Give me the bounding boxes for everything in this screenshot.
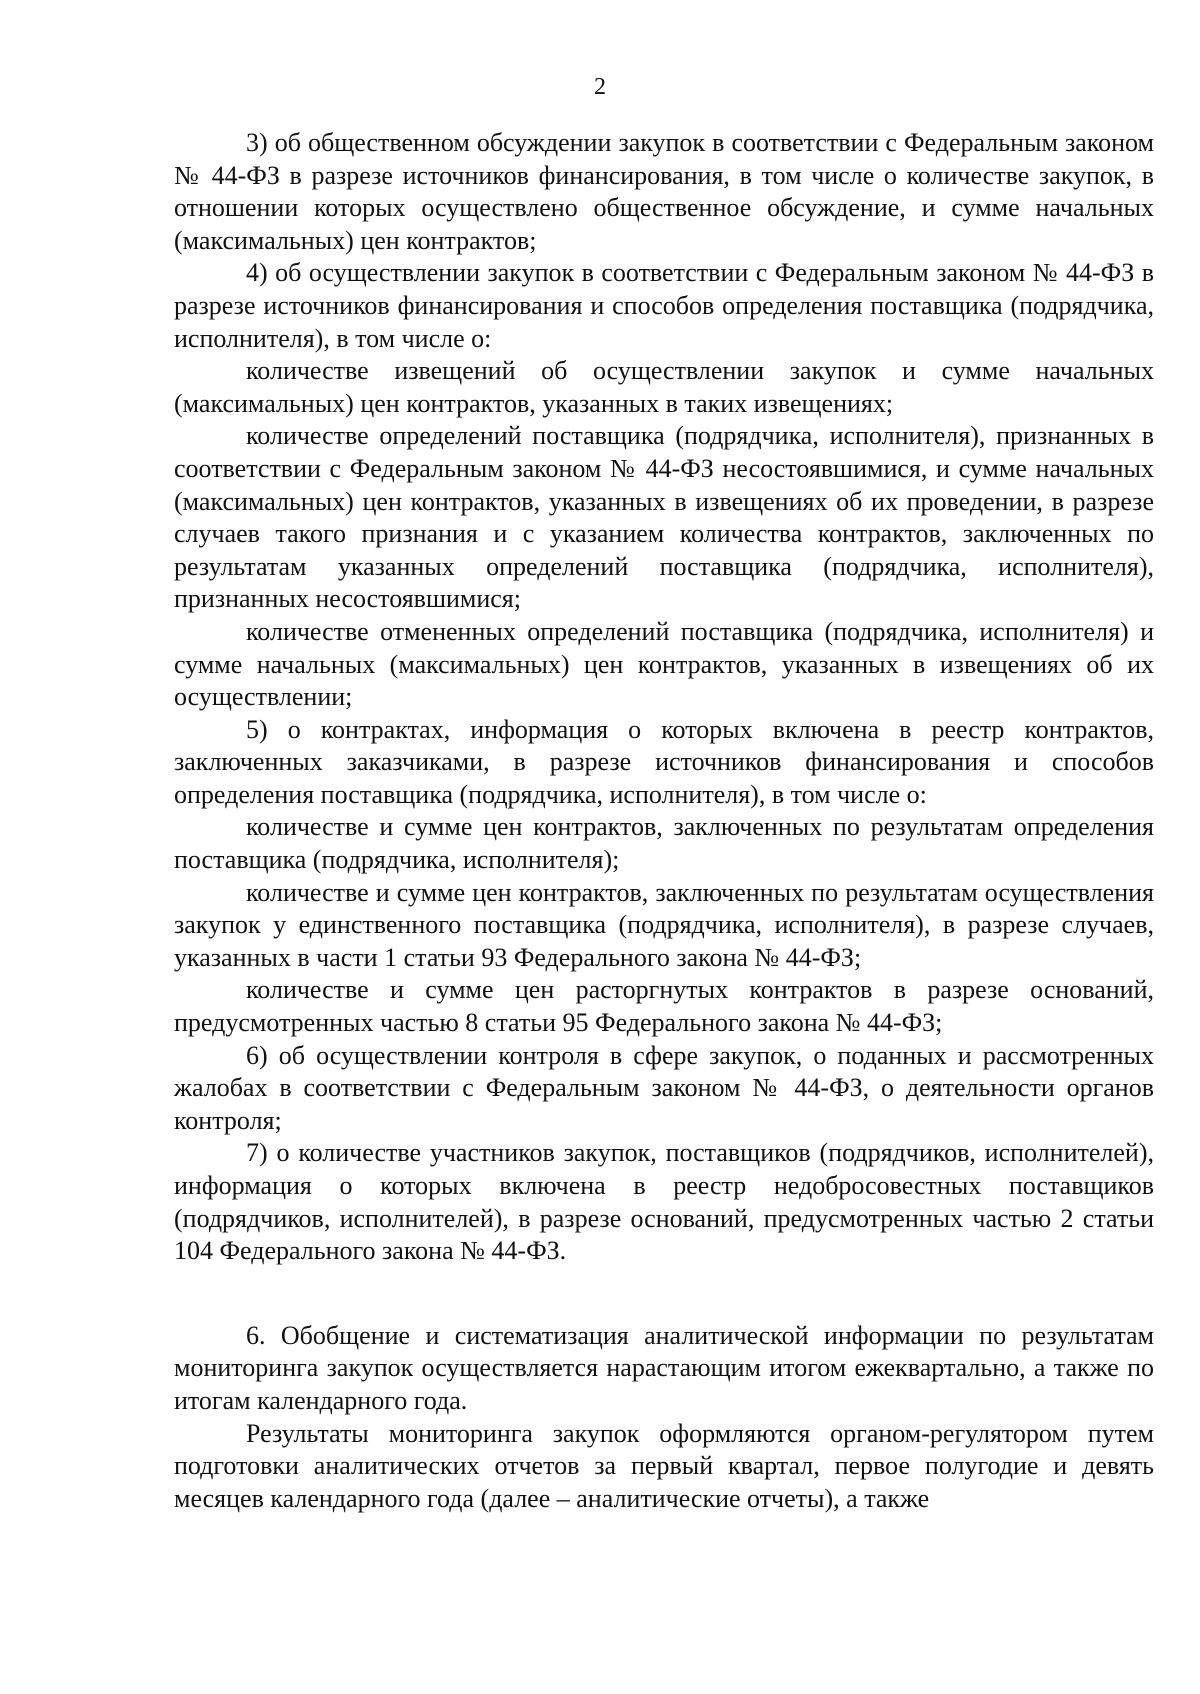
paragraph-item-5: 5) о контрактах, информация о которых включена в реестр контрактов, заключенных заказчиками, в разрезе источников финансирования и способов определения поставщика (подрядчика, исполнителя), в том числе о: <box>174 714 1154 809</box>
paragraph-monitoring-results: Результаты мониторинга закупок оформляются органом-регулятором путем подготовки аналитических отчетов за первый квартал, первое полугодие и девять месяцев календарного года (далее – аналитические отчеты), а также <box>174 1418 1154 1513</box>
paragraph-cancelled-determinations: количестве отмененных определений поставщика (подрядчика, исполнителя) и сумме начальных (максимальных) цен контрактов, указанных в извещениях об их осуществлении; <box>174 616 1154 712</box>
paragraph-failed-determinations: количестве определений поставщика (подрядчика, исполнителя), признанных в соответствии с Федеральным законом № 44-ФЗ несостоявшимися, и сумме начальных (максимальных) цен контрактов, указанных в извещениях об их проведении, в разрезе случаев такого признания и с указанием количества контрактов, заключенных по результатам указанных определений поставщика (подрядчика, исполнителя), признанных несостоявшимися; <box>174 421 1154 614</box>
paragraph-item-6: 6) об осуществлении контроля в сфере закупок, о поданных и рассмотренных жалобах в соответствии с Федеральным законом № 44-ФЗ, о деятельности органов контроля; <box>174 1040 1154 1135</box>
paragraph-section-6: 6. Обобщение и систематизация аналитической информации по результатам мониторинга закупок осуществляется нарастающим итогом ежеквартально, а также по итогам календарного года. <box>174 1320 1154 1415</box>
section-gap <box>174 1268 1154 1320</box>
paragraph-terminated-contracts: количестве и сумме цен расторгнутых контрактов в разрезе оснований, предусмотренных частью 8 статьи 95 Федерального закона № 44-ФЗ; <box>174 975 1154 1038</box>
paragraph-item-7: 7) о количестве участников закупок, поставщиков (подрядчиков, исполнителей), информация о которых включена в реестр недобросовестных поставщиков (подрядчиков, исполнителей), в разрезе оснований, предусмотренных частью 2 статьи 104 Федерального закона № 44-ФЗ. <box>174 1138 1154 1266</box>
paragraph-contracts-single-supplier: количестве и сумме цен контрактов, заключенных по результатам осуществления закупок у единственного поставщика (подрядчика, исполнителя), в разрезе случаев, указанных в части 1 статьи 93 Федерального закона № 44-ФЗ; <box>174 877 1154 972</box>
paragraph-item-3: 3) об общественном обсуждении закупок в соответствии с Федеральным законом № 44-ФЗ в разрезе источников финансирования, в том числе о количестве закупок, в отношении которых осуществлено общественное обсуждение, и сумме начальных (максимальных) цен контрактов; <box>174 128 1154 255</box>
paragraph-contracts-by-determination: количестве и сумме цен контрактов, заключенных по результатам определения поставщика (подрядчика, исполнителя); <box>174 812 1154 875</box>
paragraph-notices-count: количестве извещений об осуществлении закупок и сумме начальных (максимальных) цен контрактов, указанных в таких извещениях; <box>174 356 1154 418</box>
paragraph-item-4: 4) об осуществлении закупок в соответствии с Федеральным законом № 44-ФЗ в разрезе источников финансирования и способов определения поставщика (подрядчика, исполнителя), в том числе о: <box>174 258 1154 353</box>
document-body <box>174 127 1154 1515</box>
page-number: 2 <box>594 74 606 100</box>
